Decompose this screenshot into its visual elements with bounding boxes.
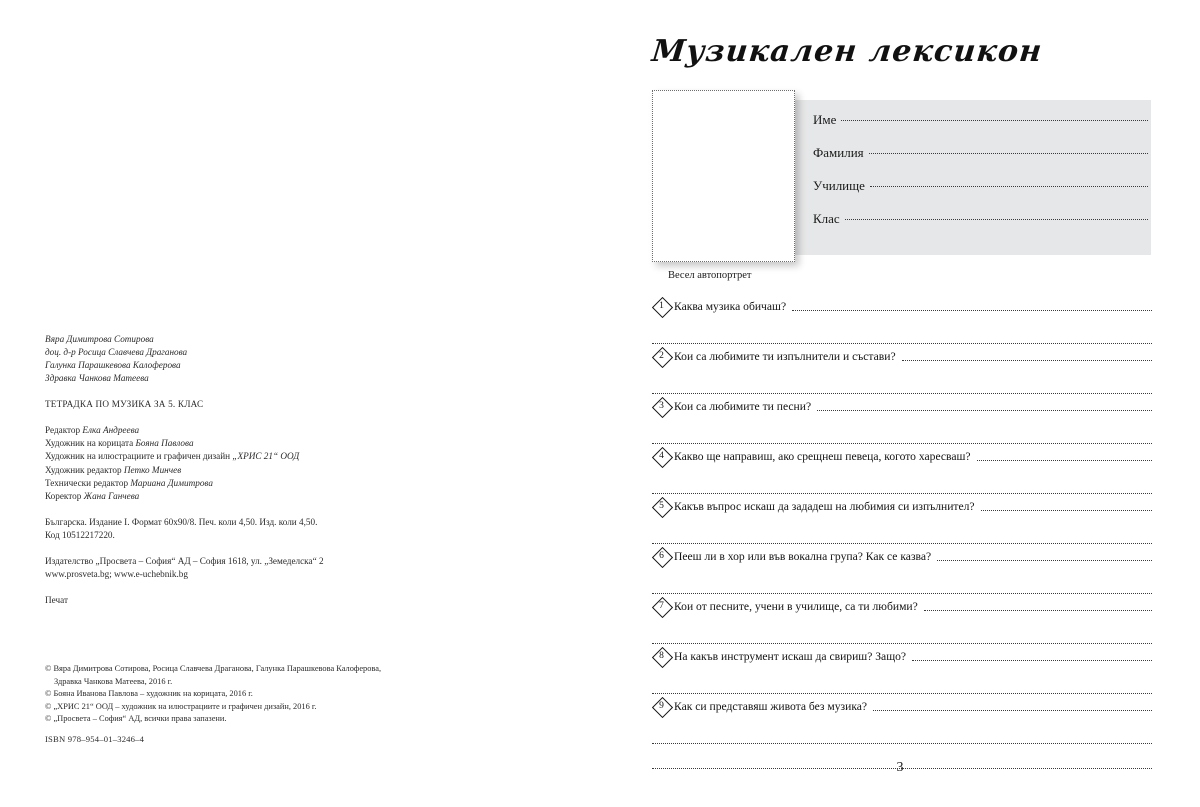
diamond-number-icon [652,597,671,616]
question-number: 7 [659,600,664,611]
question-number: 6 [659,550,664,561]
credit-name: Мариана Димитрова [130,477,213,488]
authors-list [45,333,475,385]
school-input[interactable] [870,186,1148,187]
question-number: 1 [659,300,664,311]
diamond-number-icon [652,297,671,316]
answer-input[interactable] [652,419,1152,444]
publisher-websites: www.prosveta.bg; www.e-uchebnik.bg [45,568,188,579]
question-line [652,594,1152,619]
question-item [652,494,1152,544]
answer-input[interactable] [902,360,1152,361]
code-line: Код 10512217220. [45,529,115,540]
question-item [652,394,1152,444]
answer-input[interactable] [977,460,1152,461]
question-number: 9 [659,700,664,711]
question-number: 3 [659,400,664,411]
imprint-block [45,333,475,607]
credit-role: Художник на илюстрациите и графичен дизайн [45,451,233,462]
questions-list [652,294,1152,769]
credits-list [45,424,475,502]
form-label-class: Клас [813,211,840,226]
copyright-line: © „Просвета – София“ АД, всички права запазени. [45,714,227,724]
diamond-number-icon [652,397,671,416]
self-portrait-caption: Весел автопортрет [668,270,752,281]
question-text: Каква музика обичаш? [674,300,787,313]
credit-row [45,450,475,463]
credit-role: Художник редактор [45,464,124,475]
question-text: Какъв въпрос искаш да зададеш на любимия си изпълнител? [674,500,975,513]
credit-name: „ХРИС 21“ ООД [232,451,300,462]
edition-line: Българска. Издание I. Формат 60х90/8. Печ. коли 4,50. Изд. коли 4,50. [45,516,318,527]
question-line [652,344,1152,369]
question-line [652,294,1152,319]
question-text: Какво ще направиш, ако срещнеш певеца, когото харесваш? [674,450,971,463]
edition-block [45,516,475,542]
diamond-number-icon [652,647,671,666]
answer-input[interactable] [924,610,1152,611]
copyright-block [45,663,515,726]
answer-input[interactable] [912,660,1152,661]
book-title: ТЕТРАДКА ПО МУЗИКА ЗА 5. КЛАС [45,399,204,410]
credit-name: Елка Андреева [82,425,140,436]
diamond-number-icon [652,447,671,466]
question-line [652,544,1152,569]
credit-row [45,477,475,490]
copyright-line: © Бояна Иванова Павлова – художник на корицата, 2016 г. [45,689,253,699]
copyright-line: © „ХРИС 21“ ООД – художник на илюстрациите и графичен дизайн, 2016 г. [45,701,317,711]
author-name: Вяра Димитрова Сотирова [45,334,154,344]
answer-input[interactable] [652,519,1152,544]
question-line [652,494,1152,519]
question-number: 8 [659,650,664,661]
answer-input[interactable] [792,310,1152,311]
answer-input[interactable] [817,410,1152,411]
form-row-school [813,178,1148,211]
form-label-surname: Фамилия [813,145,864,160]
question-text: Кои са любимите ти изпълнители и състави? [674,350,896,363]
answer-input[interactable] [873,710,1152,711]
diamond-number-icon [652,497,671,516]
question-text: Пееш ли в хор или във вокална група? Как се казва? [674,550,932,563]
credit-row [45,437,475,450]
form-label-name: Име [813,112,837,127]
answer-input[interactable] [937,560,1152,561]
credit-row [45,490,475,503]
page-number: 3 [896,760,904,775]
credit-role: Художник на корицата [45,438,136,449]
question-item [652,644,1152,694]
diamond-number-icon [652,547,671,566]
student-info-form [813,112,1148,244]
answer-input[interactable] [652,569,1152,594]
question-text: Кои от песните, учени в училище, са ти любими? [674,600,918,613]
question-text: Кои са любимите ти песни? [674,400,812,413]
credit-role: Технически редактор [45,477,131,488]
copyright-line: Здравка Чанкова Матеева, 2016 г. [54,676,173,686]
lexicon-page [600,0,1200,807]
question-text: Как си представяш живота без музика? [674,700,868,713]
credit-name: Жана Ганчева [83,490,140,501]
question-line [652,394,1152,419]
form-row-name [813,112,1148,145]
credit-role: Редактор [45,425,83,436]
class-input[interactable] [845,219,1148,220]
surname-input[interactable] [869,153,1148,154]
answer-input[interactable] [981,510,1152,511]
answer-input[interactable] [652,619,1152,644]
answer-input[interactable] [652,369,1152,394]
credit-name: Бояна Павлова [135,438,194,449]
answer-input[interactable] [652,469,1152,494]
author-name: доц. д-р Росица Славчева Драганова [45,347,188,358]
question-line [652,444,1152,469]
question-item [652,344,1152,394]
credit-name: Петко Минчев [123,464,182,475]
question-number: 4 [659,450,664,461]
isbn-line: ISBN 978–954–01–3246–4 [45,734,145,744]
credit-row [45,424,475,437]
question-item [652,694,1152,769]
copyright-line: © Вяра Димитрова Сотирова, Росица Славчева Драганова, Галунка Парашкевова Калоферова, [45,664,382,673]
answer-input[interactable] [652,719,1152,744]
answer-input[interactable] [652,669,1152,694]
question-text: На какъв инструмент искаш да свириш? Защо? [674,650,907,663]
question-item [652,544,1152,594]
self-portrait-drawing-box[interactable] [652,90,795,262]
name-input[interactable] [841,120,1148,121]
form-label-school: Училище [813,178,865,193]
diamond-number-icon [652,347,671,366]
publisher-block [45,555,475,581]
publisher-address: Издателство „Просвета – София“ АД – София 1618, ул. „Земеделска“ 2 [45,555,324,566]
question-line [652,694,1152,719]
author-name: Галунка Парашкевова Калоферова [45,360,181,371]
credit-role: Коректор [45,490,84,501]
form-row-surname [813,145,1148,178]
question-number: 5 [659,500,664,511]
credit-row [45,464,475,477]
question-number: 2 [659,350,664,361]
question-item [652,294,1152,344]
form-row-class [813,211,1148,244]
page-title: Музикален лексикон [650,34,1045,69]
question-item [652,444,1152,494]
diamond-number-icon [652,697,671,716]
answer-input[interactable] [652,319,1152,344]
author-name: Здравка Чанкова Матеева [45,373,149,384]
question-line [652,644,1152,669]
question-item [652,594,1152,644]
print-label: Печат [45,594,68,605]
